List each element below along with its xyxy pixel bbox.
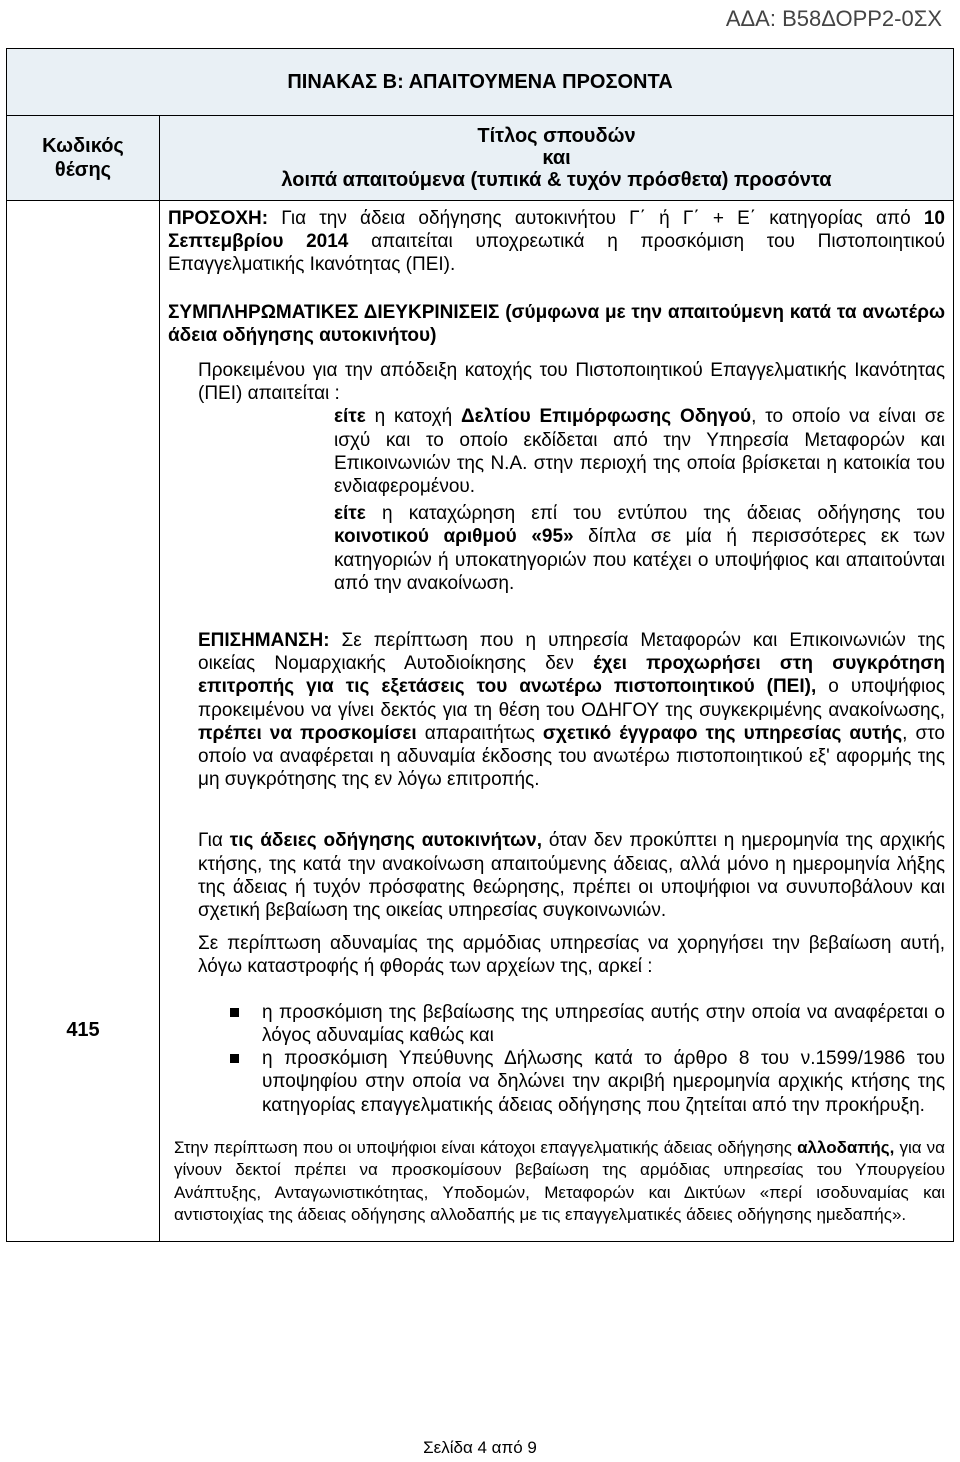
header-code-line2: θέσης (54, 159, 112, 181)
either2-text-2: δίπλα σε μία ή περισσότερες εκ των κατηγοριών ή υποκατηγοριών που κατέχει ο υποψήφιος και απαιτούνται από την ανακοίνωση. (334, 526, 945, 594)
header-title-line2: και (542, 147, 571, 169)
notice-date: 10 Σεπτεμβρίου 2014 (168, 208, 945, 253)
note-bold-1: έχει προχωρήσει στη συγκρότηση επιτροπής για τις εξετάσεις του ανωτέρω πιστοποιητικού (ΠΕΙ), (198, 653, 945, 698)
qualifications-table (6, 48, 954, 1242)
page-number: Σελίδα 4 από 9 (423, 1438, 537, 1457)
either-keyword-1: είτε (334, 406, 366, 428)
either1-bold: Δελτίου Επιμόρφωσης Οδηγού (461, 406, 752, 428)
inability-paragraph: Σε περίπτωση αδυναμίας της αρμόδιας υπηρεσίας να χορηγήσει την βεβαίωση αυτή, λόγω καταστροφής ή φθοράς των αρχείων της, αρκεί : (198, 933, 945, 978)
supplementary-heading: ΣΥΜΠΛΗΡΩΜΑΤΙΚΕΣ ΔΙΕΥΚΡΙΝΙΣΕΙΣ (σύμφωνα με την απαιτούμενη κατά τα ανωτέρω άδεια οδήγησης αυτοκινήτου) (168, 301, 945, 346)
header-code-line1: Κωδικός (42, 135, 124, 157)
note-paragraph (198, 629, 945, 791)
notice-label: ΠΡΟΣΟΧΗ: (168, 208, 269, 229)
notice-text-1: Για την άδεια οδήγησης αυτοκινήτου Γ΄ ή Γ΄ + Ε΄ κατηγορίας από (268, 208, 924, 229)
requirements-list (198, 1001, 945, 1117)
table-title: ΠΙΝΑΚΑΣ Β: ΑΠΑΙΤΟΥΜΕΝΑ ΠΡΟΣΟΝΤΑ (7, 49, 954, 116)
header-title-line3: λοιπά απαιτούμενα (τυπικά & τυχόν πρόσθετα) προσόντα (281, 169, 832, 191)
note-text-4: , στο οποίο να αναφέρεται η αδυναμία έκδοσης του ανωτέρω πιστοποιητικού εξ' αφορμής της μη συγκρότησης της εν λόγω επιτροπής. (198, 722, 945, 791)
either2-text-1: η καταχώρηση επί του εντύπου της άδειας οδήγησης του (365, 503, 945, 525)
note-bold-3: σχετικό έγγραφο της υπηρεσίας αυτής (542, 722, 903, 744)
either2-bold: κοινοτικού αριθμού «95» (334, 526, 574, 548)
note-text-1: Σε περίπτωση που η υπηρεσία Μεταφορών και Επικοινωνιών της οικείας Νομαρχιακής Αυτοδιοίκησης δεν (198, 630, 945, 675)
either-option-1 (334, 405, 945, 498)
either-keyword-2: είτε (334, 503, 366, 525)
note-text-2: ο υποψήφιος προκειμένου να γίνει δεκτός για τη θέση του ΟΔΗΓΟΥ της συγκεκριμένης ανακοίνωσης, (198, 676, 945, 721)
lic-bold: τις άδειες οδήγησης αυτοκινήτων, (229, 830, 542, 852)
foreign-text-1: Στην περίπτωση που οι υποψήφιοι είναι κάτοχοι επαγγελματικής άδειας οδήγησης (174, 1137, 798, 1157)
licenses-paragraph (198, 829, 945, 922)
foreign-license-paragraph (174, 1137, 945, 1227)
supplementary-intro: Προκειμένου για την απόδειξη κατοχής του Πιστοποιητικού Επαγγελματικής Ικανότητας (ΠΕΙ) απαιτείται : (198, 360, 945, 405)
lic-text-1: Για (198, 830, 230, 852)
header-code (7, 116, 160, 201)
list-item: η προσκόμιση Υπεύθυνης Δήλωσης κατά το άρθρο 8 του ν.1599/1986 του υποψηφίου στην οποία να δηλώνει την ακριβή ημερομηνία αρχικής κτήσης της κατηγορίας επαγγελματικής άδειας οδήγησης που ζητείται από την προκήρυξη. (198, 1047, 945, 1117)
lic-text-2: όταν δεν προκύπτει η ημερομηνία της αρχικής κτήσης, της κατά την ανακοίνωση απαιτούμενης άδειας, αλλά μόνο η ημερομηνία λήξης της άδειας ή τυχόν πρόσφατης θεώρησης, πρέπει οι υποψήφιοι να συνυποβάλουν και σχετική βεβαίωση της οικείας υπηρεσίας συγκοινωνιών. (198, 830, 945, 922)
either-option-2 (334, 502, 945, 595)
position-code: 415 (7, 201, 160, 1242)
foreign-bold: αλλοδαπής, (797, 1137, 895, 1157)
header-title-line1: Τίτλος σπουδών (477, 125, 636, 147)
notice-paragraph (168, 207, 945, 277)
ada-identifier: ΑΔΑ: Β58ΔΟΡΡ2-0ΣΧ (725, 6, 942, 31)
requirements-content (160, 201, 954, 1242)
header-title (160, 116, 954, 201)
either1-text-2: , το οποίο να είναι σε ισχύ και το οποίο εκδίδεται από την Υπηρεσία Μεταφορών και Επικοινωνιών της Ν.Α. στην περιοχή της οποία βρίσκεται η κατοικία του ενδιαφερομένου. (334, 406, 946, 498)
notice-text-2: απαιτείται υποχρεωτικά η προσκόμιση του Πιστοποιητικού Επαγγελματικής Ικανότητας (ΠΕΙ). (168, 231, 946, 276)
note-label: ΕΠΙΣΗΜΑΝΣΗ: (198, 630, 330, 652)
list-item: η προσκόμιση της βεβαίωσης της υπηρεσίας αυτής στην οποία να αναφέρεται ο λόγος αδυναμίας καθώς και (198, 1001, 945, 1047)
either1-text-1: η κατοχή (365, 406, 461, 428)
note-text-3: απαραιτήτως (416, 722, 543, 744)
foreign-text-2: για να γίνουν δεκτοί πρέπει να προσκομίσουν βεβαίωση της αρμόδιας υπηρεσίας του Υπουργείου Ανάπτυξης, Ανταγωνιστικότητας, Υποδομών, Μεταφορών και Δικτύων «περί ισοδυναμίας και αντιστοιχίας της άδειας οδήγησης αλλοδαπής με τις επαγγελματικές άδειες οδήγησης ημεδαπής». (174, 1137, 945, 1225)
note-bold-2: πρέπει να προσκομίσει (198, 722, 417, 744)
